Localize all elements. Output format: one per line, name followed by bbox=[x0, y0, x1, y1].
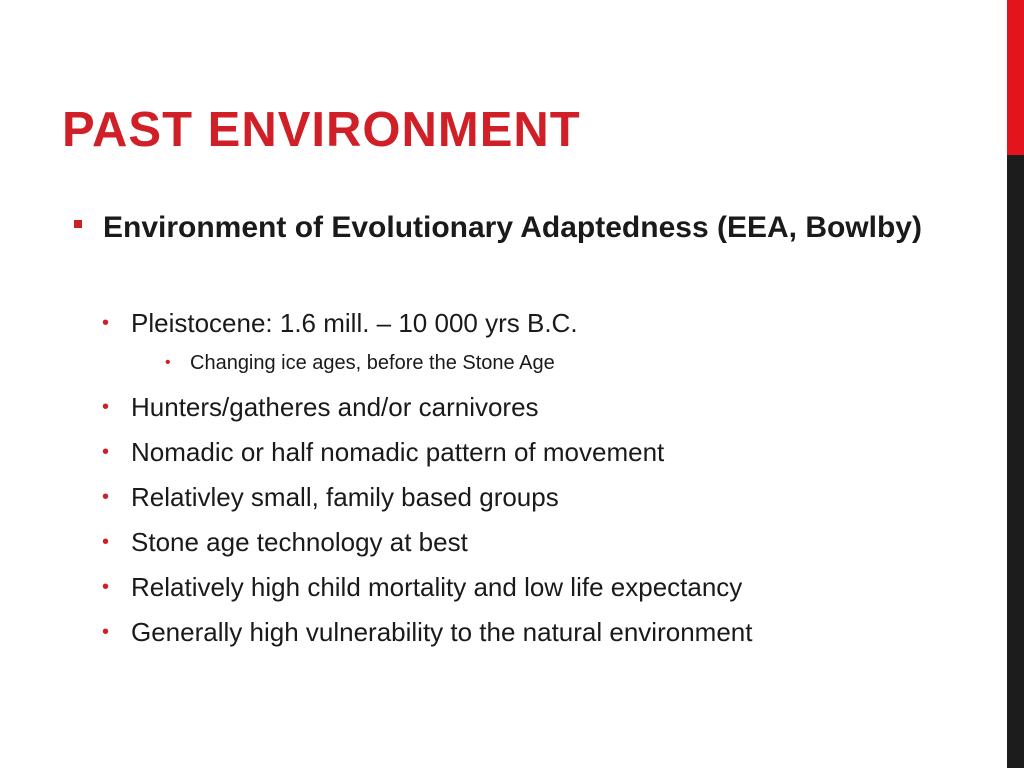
bullet-text: Pleistocene: 1.6 mill. – 10 000 yrs B.C. bbox=[131, 308, 578, 338]
edge-bar-top bbox=[1007, 0, 1024, 155]
bullet-text: Hunters/gatheres and/or carnivores bbox=[131, 392, 539, 422]
square-bullet-icon bbox=[74, 220, 82, 228]
bullet-dot-icon: • bbox=[102, 576, 110, 598]
bullet-dot-icon: • bbox=[102, 441, 110, 463]
slide-title: PAST ENVIRONMENT bbox=[62, 103, 581, 157]
bullet-text: Relativley small, family based groups bbox=[131, 482, 559, 512]
bullet-dot-icon: • bbox=[102, 312, 110, 334]
bullet-text: Relatively high child mortality and low life expectancy bbox=[131, 572, 743, 602]
bullet-dot-icon: • bbox=[102, 486, 110, 508]
bullet-dot-icon: • bbox=[165, 354, 171, 371]
bullet-text: Generally high vulnerability to the natural environment bbox=[131, 617, 753, 647]
bullet-dot-icon: • bbox=[102, 396, 110, 418]
bullet-text: Stone age technology at best bbox=[131, 527, 468, 557]
level1-text: Environment of Evolutionary Adaptedness (EEA, Bowlby) bbox=[103, 211, 922, 244]
bullet-dot-icon: • bbox=[102, 531, 110, 553]
level1-bullet bbox=[70, 208, 930, 248]
edge-bar-bottom bbox=[1007, 155, 1024, 768]
bullet-dot-icon: • bbox=[102, 621, 110, 643]
sub-bullet-text: Changing ice ages, before the Stone Age bbox=[190, 352, 555, 374]
bullet-text: Nomadic or half nomadic pattern of movement bbox=[131, 437, 665, 467]
